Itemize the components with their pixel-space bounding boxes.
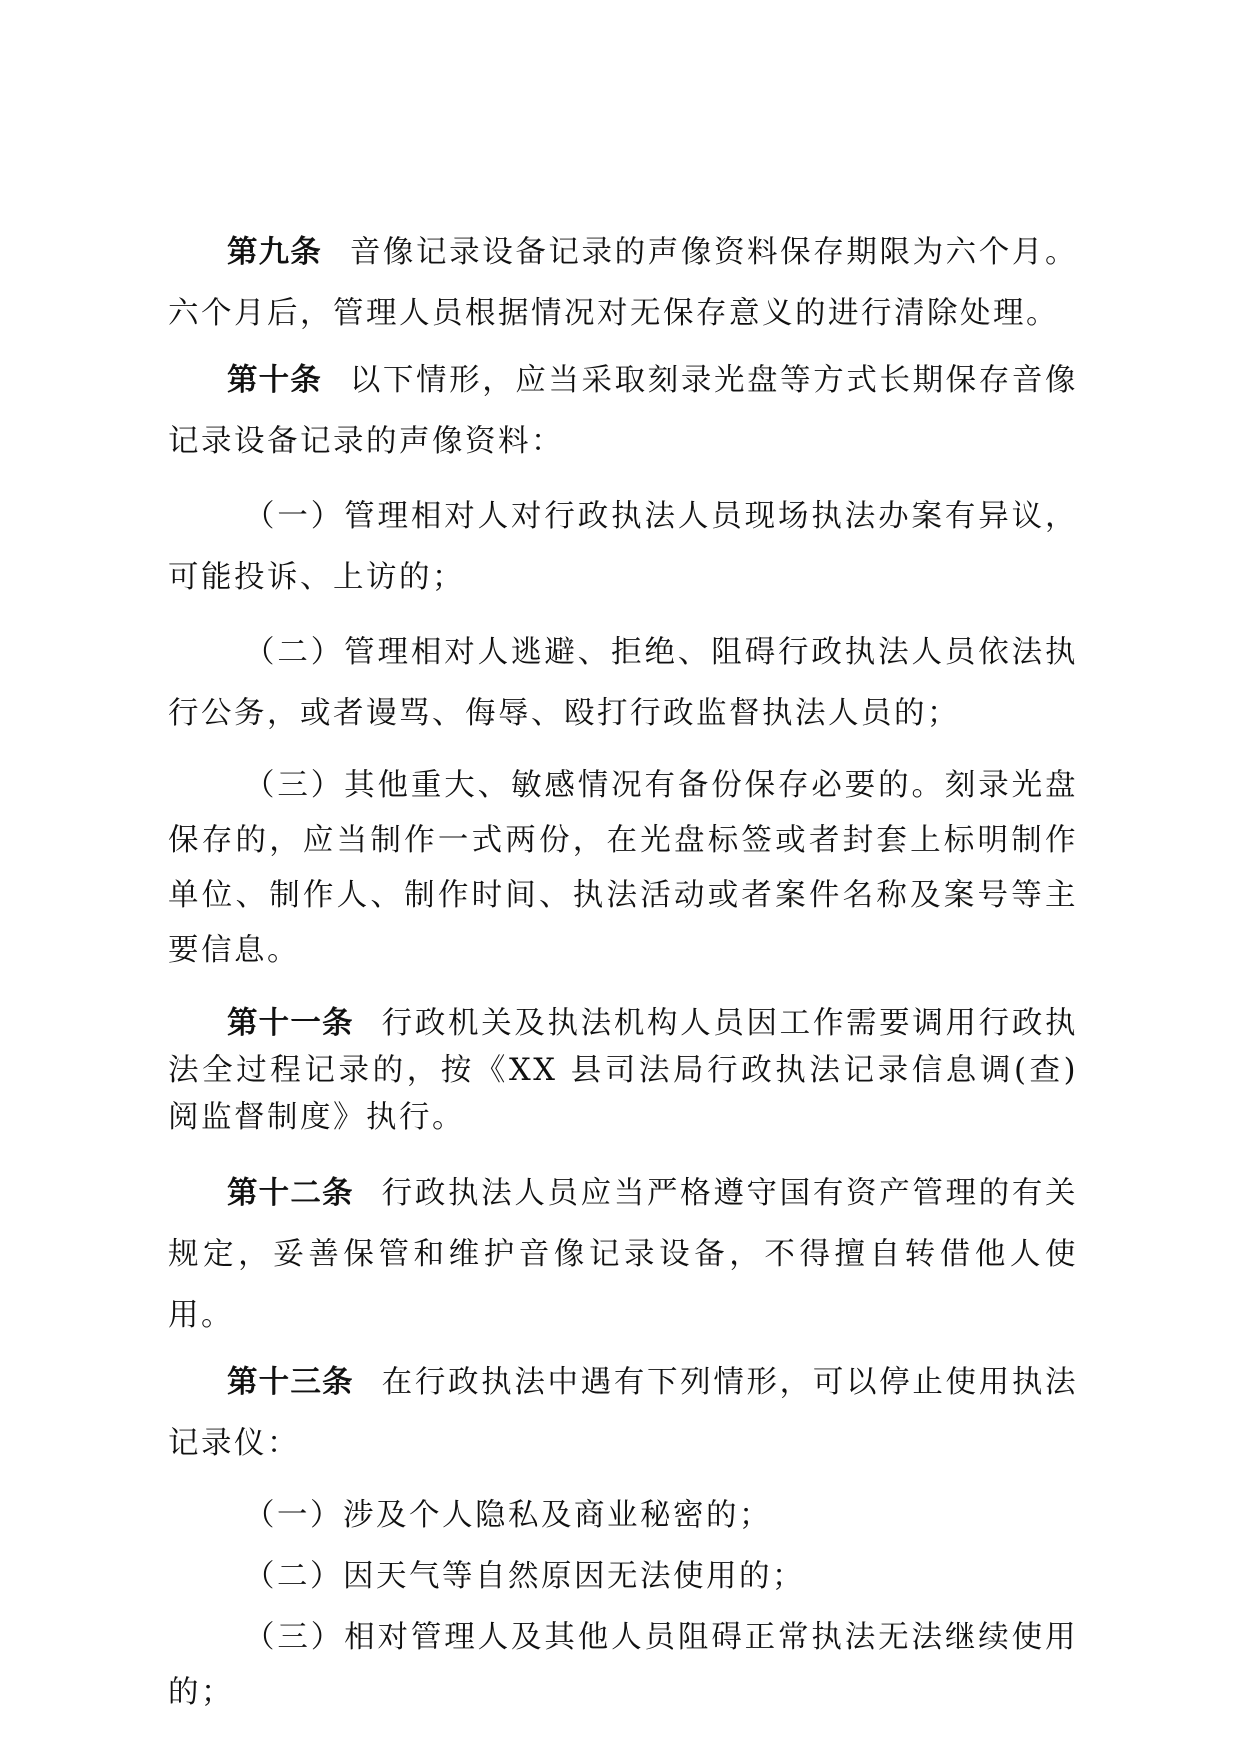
article-heading: 第九条	[227, 235, 322, 270]
article-10-item-2: （二）管理相对人逃避、拒绝、阻碍行政执法人员依法执行公务，或者谩骂、侮辱、殴打行政监督执法人员的；	[168, 635, 1078, 731]
article-10-item-1: （一）管理相对人对行政执法人员现场执法办案有异议，可能投诉、上访的；	[168, 499, 1078, 595]
article-13-item-1: （一）涉及个人隐私及商业秘密的；	[244, 1498, 772, 1533]
article-13	[168, 1352, 1078, 1474]
article-13-item-3: （三）相对管理人及其他人员阻碍正常执法无法继续使用的；	[168, 1620, 1078, 1710]
article-text: 在行政执法中遇有下列情形，可以停止使用执法记录仪：	[168, 1365, 1079, 1461]
article-10	[168, 350, 1078, 472]
article-heading: 第十一条	[227, 1006, 354, 1041]
article-10-item-3: （三）其他重大、敏感情况有备份保存必要的。刻录光盘保存的，应当制作一式两份，在光盘标签或者封套上标明制作单位、制作人、制作时间、执法活动或者案件名称及案号等主要信息。	[168, 768, 1078, 968]
article-heading: 第十条	[227, 363, 322, 398]
article-heading: 第十三条	[227, 1365, 354, 1400]
article-13-item-2: （二）因天气等自然原因无法使用的；	[244, 1559, 805, 1594]
article-text: 以下情形，应当采取刻录光盘等方式长期保存音像记录设备记录的声像资料：	[168, 363, 1078, 459]
document-page	[168, 222, 1078, 1720]
article-text: 行政机关及执法机构人员因工作需要调用行政执法全过程记录的，按《XX 县司法局行政执法记录信息调(查)阅监督制度》执行。	[168, 1006, 1079, 1135]
article-9	[168, 222, 1078, 344]
article-12	[168, 1163, 1078, 1346]
article-11	[168, 1000, 1078, 1141]
article-text: 音像记录设备记录的声像资料保存期限为六个月。六个月后，管理人员根据情况对无保存意义的进行清除处理。	[168, 235, 1078, 331]
article-text: 行政执法人员应当严格遵守国有资产管理的有关规定，妥善保管和维护音像记录设备，不得擅自转借他人使用。	[168, 1176, 1079, 1333]
article-heading: 第十二条	[227, 1176, 354, 1211]
